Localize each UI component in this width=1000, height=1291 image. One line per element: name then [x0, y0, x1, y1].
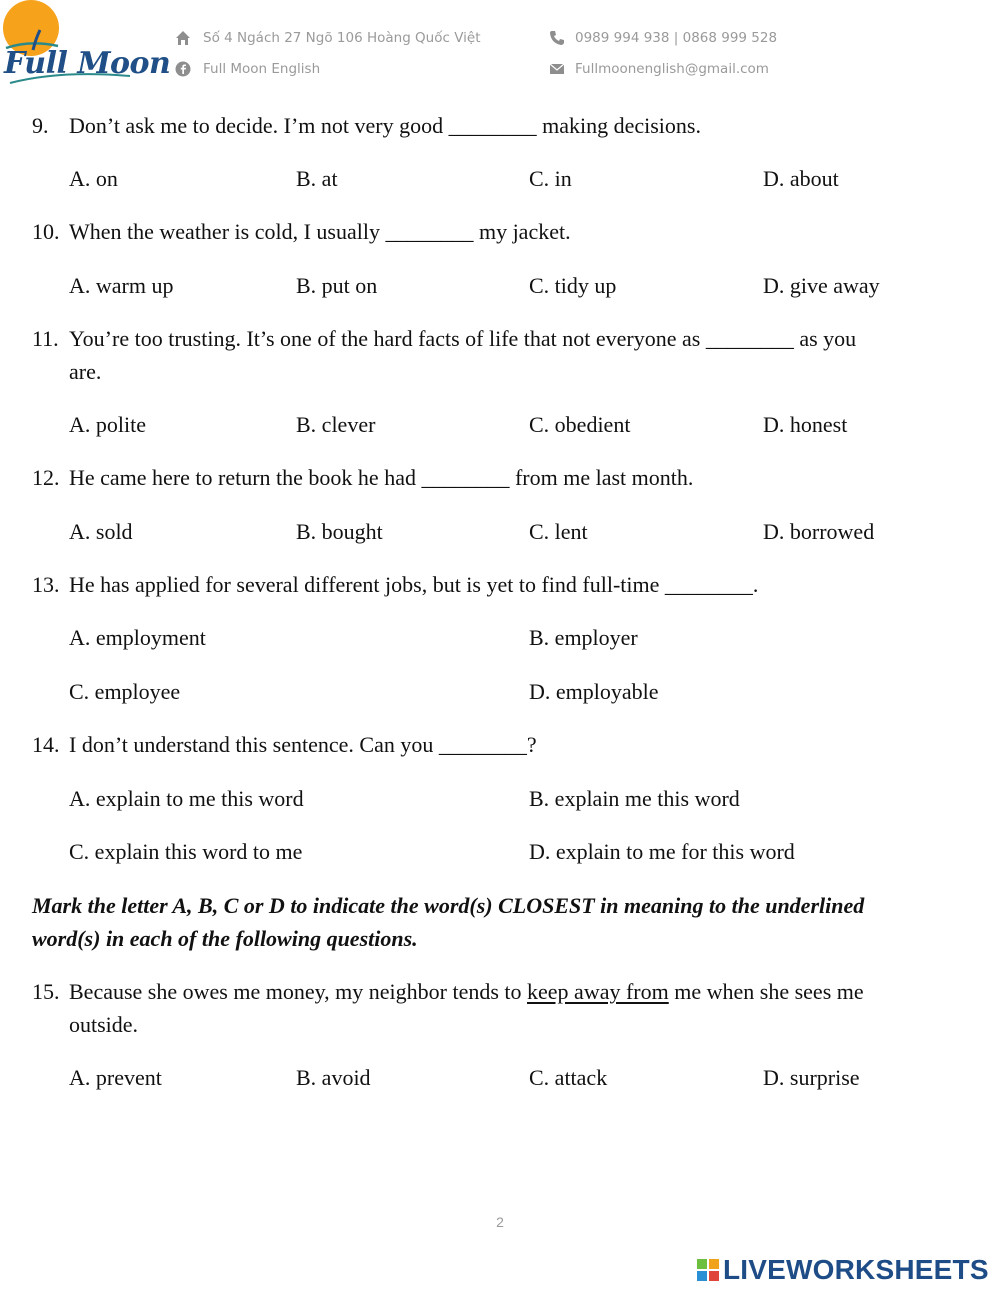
option-d[interactable]: D. honest [763, 412, 848, 437]
option-b[interactable]: B. employer [529, 625, 638, 650]
question-11-continuation [69, 356, 101, 388]
option-a[interactable]: A. employment [69, 625, 206, 650]
question-number: 13. [32, 572, 60, 597]
address-text: Số 4 Ngách 27 Ngõ 106 Hoàng Quốc Việt [203, 30, 481, 46]
option-a[interactable]: A. prevent [69, 1065, 162, 1090]
option-b[interactable]: B. bought [296, 519, 383, 544]
option-b[interactable]: B. put on [296, 273, 378, 298]
question-text: Don’t ask me to decide. I’m not very good ________ making decisions. [69, 113, 701, 138]
option-c[interactable]: C. obedient [529, 412, 631, 437]
full-moon-logo [0, 0, 171, 92]
page-number: 2 [496, 1214, 504, 1230]
question-text: You’re too trusting. It’s one of the hard facts of life that not everyone as ________ as you [69, 326, 857, 351]
option-d[interactable]: D. employable [529, 679, 659, 704]
question-text: When the weather is cold, I usually ________ my jacket. [69, 219, 571, 244]
option-a[interactable]: A. explain to me this word [69, 786, 304, 811]
option-c[interactable]: C. tidy up [529, 273, 617, 298]
question-text: He came here to return the book he had ________ from me last month. [69, 465, 694, 490]
option-a[interactable]: A. on [69, 166, 118, 191]
mail-icon [549, 61, 565, 77]
option-b[interactable]: B. clever [296, 412, 376, 437]
facebook-icon [175, 61, 191, 77]
option-a[interactable]: A. polite [69, 412, 146, 437]
question-text-cont: are. [69, 359, 102, 384]
liveworksheets-logo[interactable] [697, 1255, 989, 1285]
option-c[interactable]: C. employee [69, 679, 181, 704]
question-number: 15. [32, 979, 60, 1004]
email-text: Fullmoonenglish@gmail.com [575, 61, 769, 77]
question-text-cont: outside. [69, 1012, 139, 1037]
option-c[interactable]: C. in [529, 166, 572, 191]
phone-text: 0989 994 938 | 0868 999 528 [575, 30, 778, 46]
question-number: 9. [32, 113, 49, 138]
option-d[interactable]: D. borrowed [763, 519, 875, 544]
option-a[interactable]: A. sold [69, 519, 133, 544]
section-instruction-line2: word(s) in each of the following questions. [32, 926, 418, 951]
option-d[interactable]: D. explain to me for this word [529, 839, 795, 864]
option-d[interactable]: D. surprise [763, 1065, 860, 1090]
home-icon [175, 30, 191, 46]
phone-icon [549, 30, 565, 46]
section-instruction-line1: Mark the letter A, B, C or D to indicate the word(s) CLOSEST in meaning to the underlined [32, 893, 865, 918]
question-number: 12. [32, 465, 60, 490]
logo-text: Full Moon [4, 46, 171, 81]
question-text-after: me when she sees me [668, 979, 864, 1004]
option-b[interactable]: B. at [296, 166, 338, 191]
question-text [69, 976, 864, 1008]
question-15-continuation [69, 1009, 138, 1041]
option-d[interactable]: D. give away [763, 273, 880, 298]
liveworksheets-icon [697, 1259, 719, 1281]
option-c[interactable]: C. attack [529, 1065, 608, 1090]
option-d[interactable]: D. about [763, 166, 839, 191]
question-text: He has applied for several different jobs, but is yet to find full-time ________. [69, 572, 759, 597]
option-c[interactable]: C. lent [529, 519, 588, 544]
option-c[interactable]: C. explain this word to me [69, 839, 303, 864]
question-text-before: Because she owes me money, my neighbor tends to [69, 979, 528, 1004]
option-b[interactable]: B. explain me this word [529, 786, 740, 811]
option-a[interactable]: A. warm up [69, 273, 174, 298]
question-number: 10. [32, 219, 60, 244]
option-b[interactable]: B. avoid [296, 1065, 371, 1090]
underlined-phrase: keep away from [527, 979, 669, 1004]
liveworksheets-brand: LIVEWORKSHEETS [723, 1254, 989, 1285]
question-number: 11. [32, 326, 59, 351]
question-text: I don’t understand this sentence. Can you ________? [69, 732, 537, 757]
question-number: 14. [32, 732, 60, 757]
facebook-text: Full Moon English [203, 61, 321, 77]
